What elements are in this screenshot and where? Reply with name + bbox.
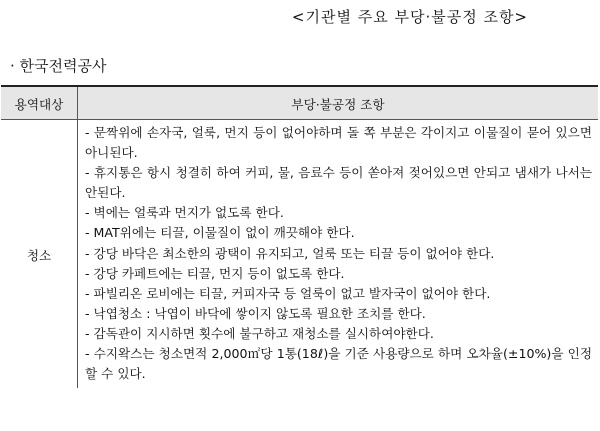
- clause-item: - 수지왁스는 청소면적 2,000㎡당 1통(18ℓ)을 기준 사용량으로 하며 오차율(±10%)을 인정할 수 있다.: [85, 346, 592, 382]
- clause-item: - 감독관이 지시하면 횟수에 불구하고 재청소를 실시하여야한다.: [85, 325, 434, 341]
- section-heading: · 한국전력공사: [10, 57, 107, 75]
- clause-item: - 파빌리온 로비에는 티끌, 커피자국 등 얼룩이 없고 발자국이 없어야 한다.: [85, 285, 491, 301]
- clause-item: - MAT위에는 티끌, 이물질이 없이 깨끗해야 한다.: [85, 225, 355, 241]
- clause-item: - 강당 카페트에는 티끌, 먼지 등이 없도록 한다.: [85, 265, 345, 281]
- clause-item: - 휴지통은 항시 청결히 하여 커피, 물, 음료수 등이 쏟아져 젖어있으면 안되고 냄새가 나서는 안된다.: [85, 165, 592, 201]
- clause-list: [78, 120, 599, 389]
- document-title: <기관별 주요 부당·불공정 조항>: [291, 8, 528, 26]
- clause-item: - 강당 바닥은 최소한의 광택이 유지되고, 얼룩 또는 티끌 등이 없어야 한다.: [85, 245, 495, 261]
- column-header-service: 용역대상: [1, 86, 78, 120]
- clauses-table: [1, 85, 598, 388]
- clause-item: - 낙엽청소 : 낙엽이 바닥에 쌓이지 않도록 필요한 조치를 한다.: [85, 305, 426, 321]
- table-row: [1, 120, 598, 389]
- clause-item: - 벽에는 얼룩과 먼지가 없도록 한다.: [85, 205, 284, 221]
- clause-item: - 문짝위에 손자국, 얼룩, 먼지 등이 없어야하며 돌 쪽 부분은 각이지고 이물질이 묻어 있으면 아니된다.: [85, 125, 592, 161]
- column-header-clauses: 부당·불공정 조항: [78, 86, 599, 120]
- service-category: 청소: [1, 120, 78, 389]
- table-header-row: [1, 86, 598, 120]
